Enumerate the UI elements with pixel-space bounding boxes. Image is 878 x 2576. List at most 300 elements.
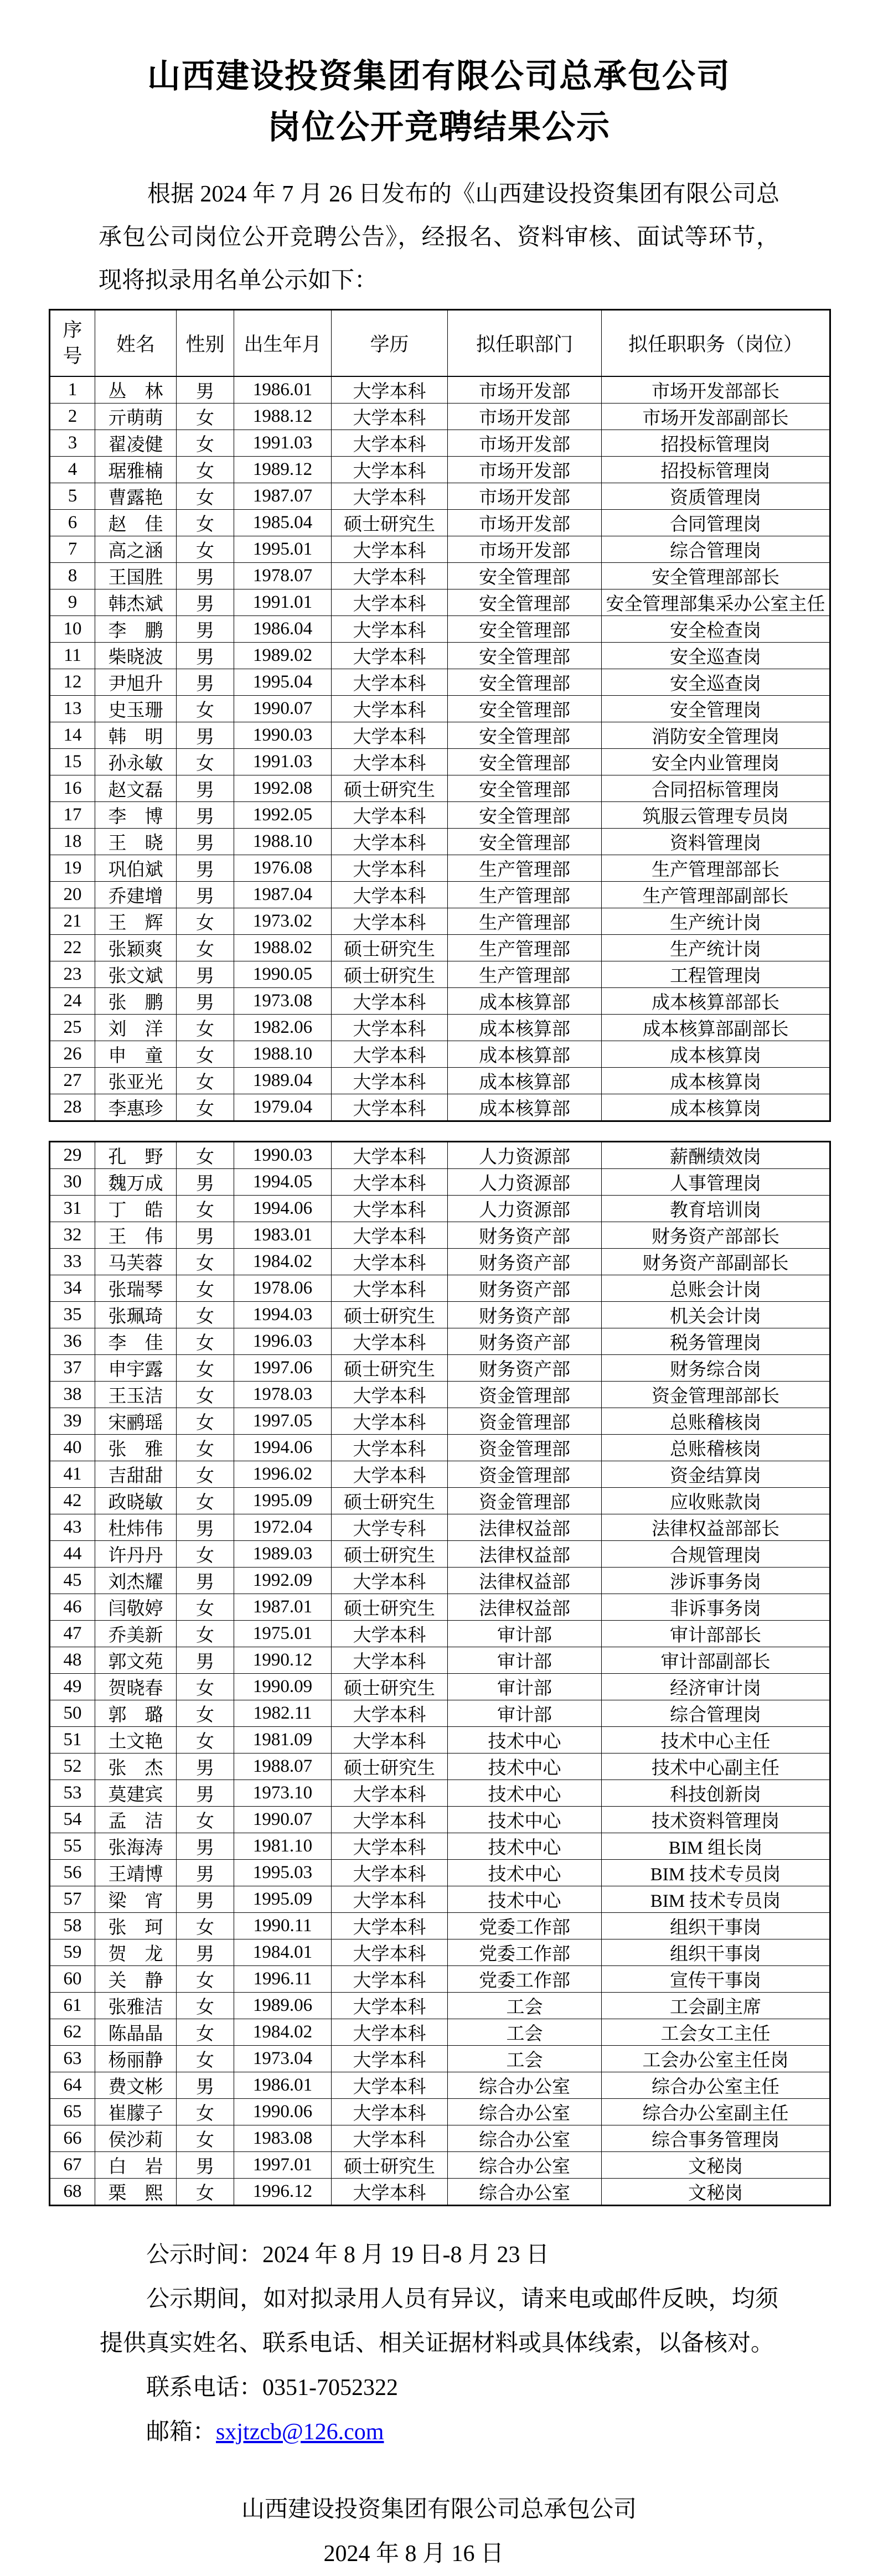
cell-birth: 1987.04 xyxy=(234,882,332,908)
cell-no: 13 xyxy=(50,696,95,722)
cell-department: 技术中心 xyxy=(448,1807,602,1833)
cell-no: 67 xyxy=(50,2152,95,2179)
cell-position: 综合管理岗 xyxy=(602,1700,830,1727)
cell-birth: 1990.05 xyxy=(234,961,332,988)
cell-gender: 女 xyxy=(177,1382,234,1408)
cell-education: 大学本科 xyxy=(332,669,448,696)
table-header xyxy=(50,310,830,377)
cell-department: 市场开发部 xyxy=(448,376,602,404)
cell-position: 涉诉事务岗 xyxy=(602,1568,830,1594)
cell-department: 综合办公室 xyxy=(448,2072,602,2099)
cell-education: 大学本科 xyxy=(332,882,448,908)
table-row xyxy=(50,1913,830,1939)
cell-education: 大学本科 xyxy=(332,1408,448,1435)
table-row xyxy=(50,1328,830,1355)
cell-no: 19 xyxy=(50,855,95,882)
cell-education: 硕士研究生 xyxy=(332,1355,448,1382)
cell-gender: 女 xyxy=(177,1488,234,1514)
table-body-part2 xyxy=(50,1142,830,2206)
cell-name: 巩伯斌 xyxy=(95,855,177,882)
table-row xyxy=(50,1674,830,1700)
cell-no: 8 xyxy=(50,563,95,589)
table-row xyxy=(50,961,830,988)
cell-department: 成本核算部 xyxy=(448,1068,602,1094)
cell-gender: 男 xyxy=(177,669,234,696)
table-row xyxy=(50,1514,830,1541)
cell-position: 文秘岗 xyxy=(602,2152,830,2179)
cell-education: 大学本科 xyxy=(332,749,448,775)
cell-name: 宋鹂瑶 xyxy=(95,1408,177,1435)
cell-name: 李 鹏 xyxy=(95,616,177,643)
cell-birth: 1986.01 xyxy=(234,376,332,404)
cell-birth: 1976.08 xyxy=(234,855,332,882)
cell-name: 许丹丹 xyxy=(95,1541,177,1568)
cell-name: 柴晓波 xyxy=(95,643,177,669)
column-header-department: 拟任职部门 xyxy=(448,310,602,377)
cell-no: 24 xyxy=(50,988,95,1015)
cell-education: 大学本科 xyxy=(332,722,448,749)
cell-name: 曹露艳 xyxy=(95,483,177,510)
cell-birth: 1997.01 xyxy=(234,2152,332,2179)
cell-department: 法律权益部 xyxy=(448,1568,602,1594)
cell-birth: 1983.08 xyxy=(234,2125,332,2152)
cell-gender: 女 xyxy=(177,430,234,457)
cell-position: 非诉事务岗 xyxy=(602,1594,830,1621)
cell-department: 安全管理部 xyxy=(448,669,602,696)
cell-name: 韩杰斌 xyxy=(95,589,177,616)
cell-no: 44 xyxy=(50,1541,95,1568)
cell-department: 党委工作部 xyxy=(448,1913,602,1939)
table-row xyxy=(50,1594,830,1621)
cell-no: 20 xyxy=(50,882,95,908)
cell-position: 生产统计岗 xyxy=(602,908,830,935)
cell-birth: 1995.09 xyxy=(234,1886,332,1913)
cell-education: 大学本科 xyxy=(332,1621,448,1647)
cell-birth: 1978.03 xyxy=(234,1382,332,1408)
cell-position: 人事管理岗 xyxy=(602,1169,830,1196)
cell-birth: 1992.08 xyxy=(234,775,332,802)
cell-no: 2 xyxy=(50,404,95,430)
cell-department: 综合办公室 xyxy=(448,2152,602,2179)
cell-department: 人力资源部 xyxy=(448,1196,602,1222)
cell-no: 43 xyxy=(50,1514,95,1541)
signature-company: 山西建设投资集团有限公司总承包公司 xyxy=(241,2497,637,2522)
cell-education: 大学本科 xyxy=(332,1041,448,1068)
cell-department: 生产管理部 xyxy=(448,855,602,882)
cell-gender: 男 xyxy=(177,1753,234,1780)
cell-name: 白 岩 xyxy=(95,2152,177,2179)
cell-department: 技术中心 xyxy=(448,1727,602,1753)
cell-department: 资金管理部 xyxy=(448,1382,602,1408)
cell-name: 魏万成 xyxy=(95,1169,177,1196)
cell-no: 60 xyxy=(50,1966,95,1993)
cell-position: 应收账款岗 xyxy=(602,1488,830,1514)
cell-position: 资金管理部部长 xyxy=(602,1382,830,1408)
cell-education: 大学本科 xyxy=(332,404,448,430)
cell-birth: 1994.06 xyxy=(234,1196,332,1222)
cell-education: 大学本科 xyxy=(332,829,448,855)
cell-birth: 1996.11 xyxy=(234,1966,332,1993)
cell-position: 综合办公室主任 xyxy=(602,2072,830,2099)
table-row xyxy=(50,1142,830,1169)
cell-no: 25 xyxy=(50,1015,95,1041)
table-row xyxy=(50,2046,830,2072)
cell-name: 王 晓 xyxy=(95,829,177,855)
cell-position: 经济审计岗 xyxy=(602,1674,830,1700)
cell-department: 审计部 xyxy=(448,1621,602,1647)
cell-gender: 男 xyxy=(177,1568,234,1594)
cell-birth: 1989.02 xyxy=(234,643,332,669)
cell-gender: 男 xyxy=(177,589,234,616)
cell-education: 大学本科 xyxy=(332,589,448,616)
cell-no: 59 xyxy=(50,1939,95,1966)
cell-name: 孙永敏 xyxy=(95,749,177,775)
cell-position: 文秘岗 xyxy=(602,2179,830,2206)
cell-name: 翟凌健 xyxy=(95,430,177,457)
cell-education: 硕士研究生 xyxy=(332,1488,448,1514)
cell-no: 39 xyxy=(50,1408,95,1435)
table-row xyxy=(50,829,830,855)
table-row xyxy=(50,908,830,935)
cell-no: 29 xyxy=(50,1142,95,1169)
cell-birth: 1990.09 xyxy=(234,1674,332,1700)
cell-department: 技术中心 xyxy=(448,1833,602,1860)
cell-position: 安全管理部部长 xyxy=(602,563,830,589)
cell-department: 党委工作部 xyxy=(448,1939,602,1966)
table-row xyxy=(50,1568,830,1594)
cell-position: 宣传干事岗 xyxy=(602,1966,830,1993)
cell-education: 大学本科 xyxy=(332,457,448,483)
table-row xyxy=(50,376,830,404)
cell-position: 合同招标管理岗 xyxy=(602,775,830,802)
cell-birth: 1982.11 xyxy=(234,1700,332,1727)
cell-education: 大学本科 xyxy=(332,1094,448,1121)
cell-name: 杨丽静 xyxy=(95,2046,177,2072)
objection-note: 公示期间，如对拟录用人员有异议，请来电或邮件反映，均须提供真实姓名、联系电话、相关证据材料或具体线索，以备核对。 xyxy=(100,2287,778,2356)
cell-gender: 男 xyxy=(177,1886,234,1913)
cell-position: 安全检查岗 xyxy=(602,616,830,643)
cell-no: 49 xyxy=(50,1674,95,1700)
cell-name: 丁 皓 xyxy=(95,1196,177,1222)
cell-birth: 1990.07 xyxy=(234,1807,332,1833)
cell-gender: 男 xyxy=(177,775,234,802)
table-row xyxy=(50,1753,830,1780)
column-header-no xyxy=(50,310,95,377)
cell-department: 综合办公室 xyxy=(448,2125,602,2152)
results-table-part2 xyxy=(49,1141,831,2206)
cell-gender: 女 xyxy=(177,1461,234,1488)
cell-name: 闫敬婷 xyxy=(95,1594,177,1621)
cell-education: 大学本科 xyxy=(332,1939,448,1966)
cell-name: 王靖博 xyxy=(95,1860,177,1886)
cell-position: 综合事务管理岗 xyxy=(602,2125,830,2152)
table-row xyxy=(50,2179,830,2206)
cell-department: 财务资产部 xyxy=(448,1355,602,1382)
cell-department: 安全管理部 xyxy=(448,829,602,855)
cell-no: 22 xyxy=(50,935,95,961)
cell-birth: 1990.03 xyxy=(234,722,332,749)
cell-birth: 1994.06 xyxy=(234,1435,332,1461)
table-row xyxy=(50,1461,830,1488)
table-row xyxy=(50,1435,830,1461)
page-break-gap xyxy=(0,1122,878,1141)
email-label: 邮箱： xyxy=(146,2419,216,2445)
cell-no: 58 xyxy=(50,1913,95,1939)
cell-no: 36 xyxy=(50,1328,95,1355)
cell-name: 琚雅楠 xyxy=(95,457,177,483)
cell-name: 赵 佳 xyxy=(95,510,177,536)
cell-gender: 女 xyxy=(177,1068,234,1094)
cell-gender: 男 xyxy=(177,882,234,908)
column-header-gender: 性别 xyxy=(177,310,234,377)
cell-birth: 1992.05 xyxy=(234,802,332,829)
cell-no: 12 xyxy=(50,669,95,696)
cell-department: 生产管理部 xyxy=(448,961,602,988)
cell-position: 资质管理岗 xyxy=(602,483,830,510)
cell-gender: 女 xyxy=(177,2179,234,2206)
cell-no: 45 xyxy=(50,1568,95,1594)
cell-birth: 1996.03 xyxy=(234,1328,332,1355)
cell-gender: 女 xyxy=(177,908,234,935)
cell-name: 李 佳 xyxy=(95,1328,177,1355)
cell-department: 工会 xyxy=(448,1993,602,2019)
cell-department: 资金管理部 xyxy=(448,1435,602,1461)
cell-department: 技术中心 xyxy=(448,1780,602,1807)
table-row xyxy=(50,1222,830,1249)
cell-birth: 1997.06 xyxy=(234,1355,332,1382)
cell-education: 大学本科 xyxy=(332,1222,448,1249)
cell-no: 31 xyxy=(50,1196,95,1222)
cell-name: 关 静 xyxy=(95,1966,177,1993)
cell-name: 张 杰 xyxy=(95,1753,177,1780)
cell-birth: 1989.12 xyxy=(234,457,332,483)
cell-position: 科技创新岗 xyxy=(602,1780,830,1807)
cell-birth: 1984.01 xyxy=(234,1939,332,1966)
cell-birth: 1990.03 xyxy=(234,1142,332,1169)
table-row xyxy=(50,589,830,616)
cell-gender: 女 xyxy=(177,935,234,961)
cell-birth: 1978.06 xyxy=(234,1275,332,1302)
table-row xyxy=(50,1860,830,1886)
cell-birth: 1991.03 xyxy=(234,430,332,457)
table-row xyxy=(50,1966,830,1993)
cell-birth: 1988.02 xyxy=(234,935,332,961)
table-row xyxy=(50,483,830,510)
cell-no: 30 xyxy=(50,1169,95,1196)
cell-department: 安全管理部 xyxy=(448,722,602,749)
cell-no: 7 xyxy=(50,536,95,563)
cell-position: 技术中心副主任 xyxy=(602,1753,830,1780)
table-row xyxy=(50,722,830,749)
cell-position: 招投标管理岗 xyxy=(602,457,830,483)
cell-name: 崔朦子 xyxy=(95,2099,177,2125)
cell-gender: 女 xyxy=(177,1594,234,1621)
cell-education: 大学本科 xyxy=(332,1249,448,1275)
cell-birth: 1986.01 xyxy=(234,2072,332,2099)
cell-education: 硕士研究生 xyxy=(332,1753,448,1780)
cell-name: 尹旭升 xyxy=(95,669,177,696)
cell-department: 财务资产部 xyxy=(448,1302,602,1328)
cell-no: 48 xyxy=(50,1647,95,1674)
cell-gender: 女 xyxy=(177,1196,234,1222)
cell-no: 15 xyxy=(50,749,95,775)
cell-name: 土文艳 xyxy=(95,1727,177,1753)
cell-name: 王国胜 xyxy=(95,563,177,589)
cell-gender: 女 xyxy=(177,510,234,536)
cell-name: 政晓敏 xyxy=(95,1488,177,1514)
intro-paragraph: 根据 2024 年 7 月 26 日发布的《山西建设投资集团有限公司总承包公司岗位公开竞聘公告》，经报名、资料审核、面试等环节，现将拟录用名单公示如下： xyxy=(99,182,779,293)
cell-education: 大学本科 xyxy=(332,2072,448,2099)
cell-department: 技术中心 xyxy=(448,1860,602,1886)
cell-department: 人力资源部 xyxy=(448,1169,602,1196)
cell-position: 工会女工主任 xyxy=(602,2019,830,2046)
cell-position: 总账会计岗 xyxy=(602,1275,830,1302)
table-row xyxy=(50,802,830,829)
cell-department: 生产管理部 xyxy=(448,908,602,935)
cell-birth: 1982.06 xyxy=(234,1015,332,1041)
cell-position: BIM 技术专员岗 xyxy=(602,1860,830,1886)
table-row xyxy=(50,643,830,669)
cell-department: 安全管理部 xyxy=(448,775,602,802)
cell-department: 财务资产部 xyxy=(448,1275,602,1302)
cell-gender: 男 xyxy=(177,1647,234,1674)
cell-position: 财务资产部副部长 xyxy=(602,1249,830,1275)
email-link[interactable]: sxjtzcb@126.com xyxy=(216,2419,384,2445)
table-row xyxy=(50,2072,830,2099)
page-title-line-1: 山西建设投资集团有限公司总承包公司 xyxy=(147,58,731,95)
column-header-education: 学历 xyxy=(332,310,448,377)
cell-gender: 女 xyxy=(177,1015,234,1041)
cell-gender: 女 xyxy=(177,1275,234,1302)
cell-education: 大学本科 xyxy=(332,1833,448,1860)
cell-gender: 女 xyxy=(177,1435,234,1461)
cell-position: 组织干事岗 xyxy=(602,1939,830,1966)
cell-education: 大学本科 xyxy=(332,563,448,589)
cell-birth: 1991.01 xyxy=(234,589,332,616)
cell-name: 李 博 xyxy=(95,802,177,829)
cell-name: 张 珂 xyxy=(95,1913,177,1939)
cell-name: 王 辉 xyxy=(95,908,177,935)
cell-position: 技术中心主任 xyxy=(602,1727,830,1753)
cell-birth: 1990.06 xyxy=(234,2099,332,2125)
cell-gender: 男 xyxy=(177,1939,234,1966)
column-header-position: 拟任职职务（岗位） xyxy=(602,310,830,377)
cell-name: 张珮琦 xyxy=(95,1302,177,1328)
cell-education: 大学本科 xyxy=(332,2099,448,2125)
cell-no: 27 xyxy=(50,1068,95,1094)
cell-position: 教育培训岗 xyxy=(602,1196,830,1222)
cell-department: 审计部 xyxy=(448,1647,602,1674)
signature-date: 2024 年 8 月 16 日 xyxy=(323,2541,504,2567)
cell-education: 大学专科 xyxy=(332,1514,448,1541)
cell-position: 财务资产部部长 xyxy=(602,1222,830,1249)
cell-no: 14 xyxy=(50,722,95,749)
cell-no: 16 xyxy=(50,775,95,802)
cell-no: 32 xyxy=(50,1222,95,1249)
table-row xyxy=(50,1196,830,1222)
cell-birth: 1987.07 xyxy=(234,483,332,510)
cell-education: 大学本科 xyxy=(332,2019,448,2046)
cell-name: 张瑞琴 xyxy=(95,1275,177,1302)
table-body-part1 xyxy=(50,376,830,1121)
cell-birth: 1981.10 xyxy=(234,1833,332,1860)
cell-gender: 男 xyxy=(177,722,234,749)
cell-gender: 女 xyxy=(177,749,234,775)
cell-no: 47 xyxy=(50,1621,95,1647)
table-row xyxy=(50,1833,830,1860)
column-header-seq-text: 序号 xyxy=(63,319,82,367)
cell-birth: 1972.04 xyxy=(234,1514,332,1541)
cell-name: 张颖爽 xyxy=(95,935,177,961)
cell-name: 莫建宾 xyxy=(95,1780,177,1807)
table-row xyxy=(50,1169,830,1196)
cell-no: 40 xyxy=(50,1435,95,1461)
cell-no: 26 xyxy=(50,1041,95,1068)
cell-position: 工会副主席 xyxy=(602,1993,830,2019)
cell-birth: 1992.09 xyxy=(234,1568,332,1594)
table-row xyxy=(50,2125,830,2152)
table-row xyxy=(50,1015,830,1041)
table-row xyxy=(50,1807,830,1833)
cell-birth: 1984.02 xyxy=(234,2019,332,2046)
cell-department: 人力资源部 xyxy=(448,1142,602,1169)
cell-name: 张文斌 xyxy=(95,961,177,988)
table-row xyxy=(50,1700,830,1727)
cell-name: 张 鹏 xyxy=(95,988,177,1015)
table-row xyxy=(50,430,830,457)
cell-department: 生产管理部 xyxy=(448,935,602,961)
cell-gender: 男 xyxy=(177,855,234,882)
table-row xyxy=(50,510,830,536)
cell-no: 34 xyxy=(50,1275,95,1302)
cell-birth: 1988.10 xyxy=(234,829,332,855)
cell-position: 成本核算岗 xyxy=(602,1041,830,1068)
table-row xyxy=(50,1780,830,1807)
cell-education: 大学本科 xyxy=(332,1461,448,1488)
cell-birth: 1975.01 xyxy=(234,1621,332,1647)
cell-education: 硕士研究生 xyxy=(332,1541,448,1568)
cell-birth: 1985.04 xyxy=(234,510,332,536)
cell-birth: 1988.07 xyxy=(234,1753,332,1780)
cell-position: 市场开发部部长 xyxy=(602,376,830,404)
cell-department: 市场开发部 xyxy=(448,404,602,430)
cell-position: 市场开发部副部长 xyxy=(602,404,830,430)
cell-birth: 1990.07 xyxy=(234,696,332,722)
cell-birth: 1981.09 xyxy=(234,1727,332,1753)
table-row xyxy=(50,1621,830,1647)
cell-education: 大学本科 xyxy=(332,1196,448,1222)
cell-gender: 男 xyxy=(177,2072,234,2099)
cell-name: 费文彬 xyxy=(95,2072,177,2099)
cell-no: 18 xyxy=(50,829,95,855)
cell-department: 工会 xyxy=(448,2046,602,2072)
cell-birth: 1988.12 xyxy=(234,404,332,430)
cell-no: 62 xyxy=(50,2019,95,2046)
table-row xyxy=(50,1041,830,1068)
cell-position: 生产管理部部长 xyxy=(602,855,830,882)
cell-no: 37 xyxy=(50,1355,95,1382)
cell-no: 52 xyxy=(50,1753,95,1780)
cell-education: 大学本科 xyxy=(332,1780,448,1807)
cell-department: 成本核算部 xyxy=(448,1094,602,1121)
cell-department: 综合办公室 xyxy=(448,2179,602,2206)
cell-no: 51 xyxy=(50,1727,95,1753)
cell-gender: 女 xyxy=(177,1094,234,1121)
cell-no: 17 xyxy=(50,802,95,829)
cell-birth: 1986.04 xyxy=(234,616,332,643)
cell-education: 硕士研究生 xyxy=(332,2152,448,2179)
cell-gender: 女 xyxy=(177,1355,234,1382)
